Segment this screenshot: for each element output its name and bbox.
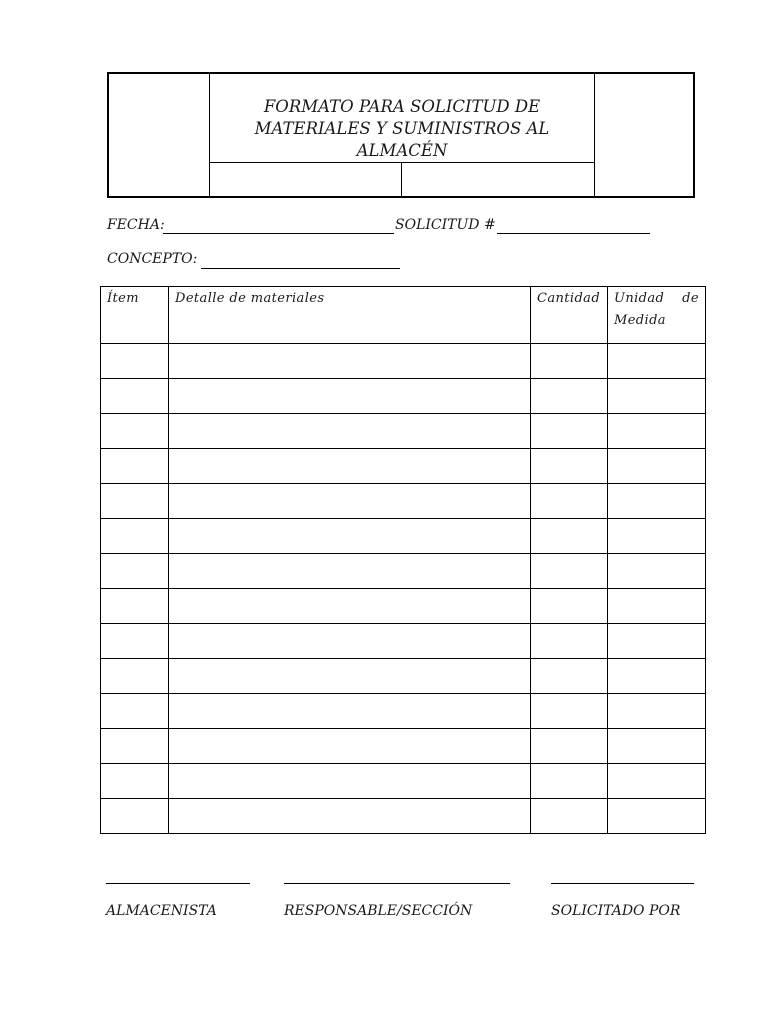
- table-row: [101, 519, 706, 554]
- cell-detalle[interactable]: [169, 694, 531, 729]
- cell-unidad[interactable]: [608, 624, 706, 659]
- cell-unidad[interactable]: [608, 554, 706, 589]
- cell-cantidad[interactable]: [531, 344, 608, 379]
- cell-detalle[interactable]: [169, 519, 531, 554]
- cell-unidad[interactable]: [608, 729, 706, 764]
- table-row: [101, 694, 706, 729]
- cell-item[interactable]: [101, 799, 169, 834]
- table-row: [101, 554, 706, 589]
- signature-label-responsable: RESPONSABLE/SECCIÓN: [284, 903, 473, 919]
- cell-detalle[interactable]: [169, 449, 531, 484]
- fecha-label: FECHA:: [107, 217, 165, 233]
- cell-detalle[interactable]: [169, 729, 531, 764]
- cell-detalle[interactable]: [169, 554, 531, 589]
- materials-table: [100, 286, 706, 834]
- table-row: [101, 729, 706, 764]
- cell-cantidad[interactable]: [531, 379, 608, 414]
- cell-cantidad[interactable]: [531, 764, 608, 799]
- cell-detalle[interactable]: [169, 379, 531, 414]
- signature-line-solicitado[interactable]: [551, 883, 694, 884]
- cell-unidad[interactable]: [608, 379, 706, 414]
- column-header-unidad-line2: Medida: [614, 313, 666, 328]
- cell-cantidad[interactable]: [531, 519, 608, 554]
- cell-cantidad[interactable]: [531, 624, 608, 659]
- cell-unidad[interactable]: [608, 659, 706, 694]
- table-row: [101, 414, 706, 449]
- cell-detalle[interactable]: [169, 344, 531, 379]
- form-title: FORMATO PARA SOLICITUD DE MATERIALES Y SUMINISTROS AL ALMACÉN: [254, 97, 550, 160]
- cell-unidad[interactable]: [608, 519, 706, 554]
- cell-item[interactable]: [101, 694, 169, 729]
- table-row: [101, 624, 706, 659]
- concepto-label: CONCEPTO:: [107, 251, 198, 267]
- solicitud-field[interactable]: [497, 233, 650, 234]
- signature-line-almacenista[interactable]: [106, 883, 250, 884]
- signature-line-responsable[interactable]: [284, 883, 510, 884]
- concepto-field[interactable]: [201, 268, 400, 269]
- cell-item[interactable]: [101, 589, 169, 624]
- solicitud-label: SOLICITUD #: [395, 217, 496, 233]
- table-row: [101, 344, 706, 379]
- cell-unidad[interactable]: [608, 484, 706, 519]
- cell-detalle[interactable]: [169, 589, 531, 624]
- cell-item[interactable]: [101, 659, 169, 694]
- column-header-item: Ítem: [101, 287, 169, 344]
- table-row: [101, 799, 706, 834]
- column-header-unidad-line1: Unidad de: [614, 291, 699, 306]
- cell-unidad[interactable]: [608, 694, 706, 729]
- cell-item[interactable]: [101, 519, 169, 554]
- cell-cantidad[interactable]: [531, 799, 608, 834]
- cell-unidad[interactable]: [608, 449, 706, 484]
- column-header-unidad: [608, 287, 706, 344]
- table-row: [101, 589, 706, 624]
- cell-item[interactable]: [101, 729, 169, 764]
- cell-detalle[interactable]: [169, 414, 531, 449]
- table-header-row: [101, 287, 706, 344]
- column-header-detalle: Detalle de materiales: [169, 287, 531, 344]
- table-row: [101, 379, 706, 414]
- cell-item[interactable]: [101, 379, 169, 414]
- signature-label-almacenista: ALMACENISTA: [106, 903, 217, 919]
- header-divider-bottom: [401, 162, 402, 196]
- fecha-field[interactable]: [163, 233, 394, 234]
- cell-item[interactable]: [101, 414, 169, 449]
- table-row: [101, 449, 706, 484]
- cell-detalle[interactable]: [169, 764, 531, 799]
- cell-unidad[interactable]: [608, 764, 706, 799]
- cell-cantidad[interactable]: [531, 659, 608, 694]
- column-header-cantidad: Cantidad: [531, 287, 608, 344]
- table-row: [101, 659, 706, 694]
- cell-item[interactable]: [101, 344, 169, 379]
- signature-label-solicitado: SOLICITADO POR: [551, 903, 681, 919]
- cell-cantidad[interactable]: [531, 484, 608, 519]
- cell-detalle[interactable]: [169, 624, 531, 659]
- header-box: [107, 72, 695, 198]
- cell-cantidad[interactable]: [531, 729, 608, 764]
- cell-cantidad[interactable]: [531, 589, 608, 624]
- cell-unidad[interactable]: [608, 799, 706, 834]
- cell-item[interactable]: [101, 764, 169, 799]
- table-row: [101, 764, 706, 799]
- cell-detalle[interactable]: [169, 799, 531, 834]
- cell-detalle[interactable]: [169, 659, 531, 694]
- cell-unidad[interactable]: [608, 589, 706, 624]
- cell-item[interactable]: [101, 554, 169, 589]
- cell-cantidad[interactable]: [531, 694, 608, 729]
- cell-cantidad[interactable]: [531, 449, 608, 484]
- table-row: [101, 484, 706, 519]
- cell-detalle[interactable]: [169, 484, 531, 519]
- cell-unidad[interactable]: [608, 344, 706, 379]
- cell-item[interactable]: [101, 624, 169, 659]
- cell-item[interactable]: [101, 449, 169, 484]
- cell-unidad[interactable]: [608, 414, 706, 449]
- cell-item[interactable]: [101, 484, 169, 519]
- cell-cantidad[interactable]: [531, 554, 608, 589]
- cell-cantidad[interactable]: [531, 414, 608, 449]
